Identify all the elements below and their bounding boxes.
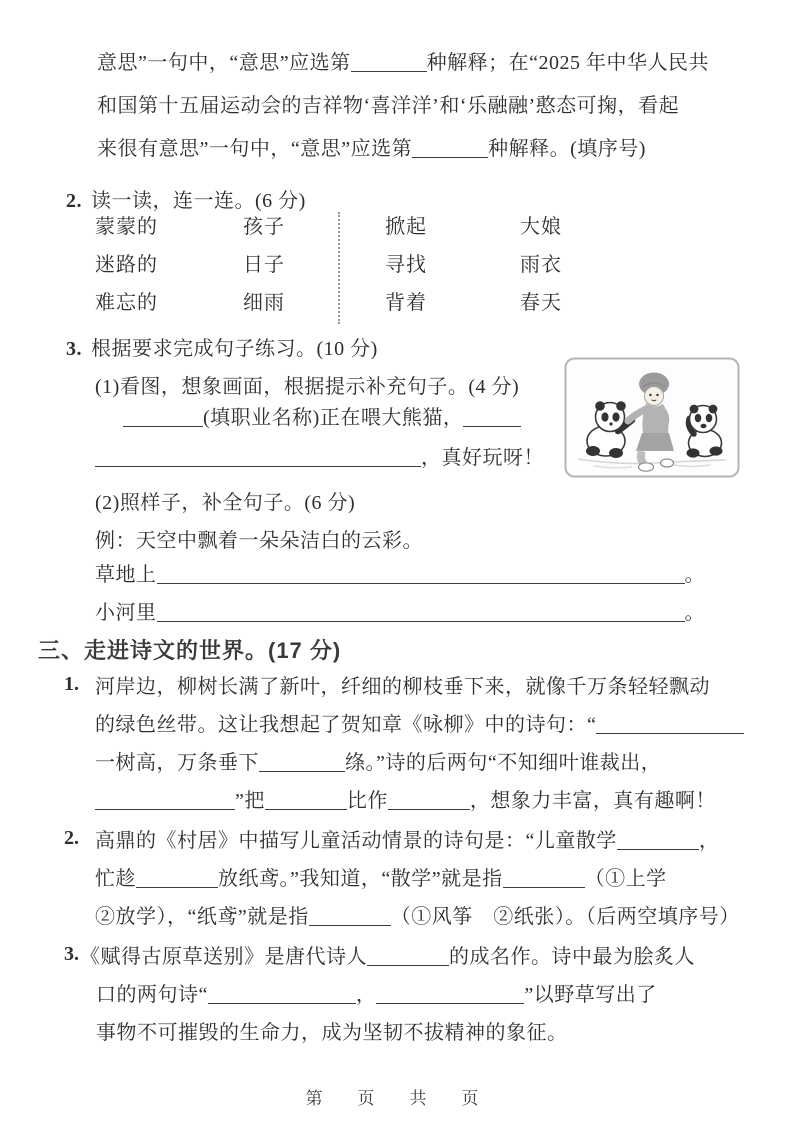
fill-blank [388,794,470,810]
text-segment: 和国第十五届运动会的吉祥物‘喜洋洋’和‘乐融融’憨态可掬，看起 [97,95,680,117]
text-segment: 河岸边，柳树长满了新叶，纤细的柳枝垂下来，就像千万条轻轻飘动 [95,676,710,698]
text-segment: 。 [684,564,705,586]
text-segment: （①风筝 ②纸张）。（后两空填序号） [390,906,740,928]
question3-number: 3. [66,338,82,360]
text-segment: 。 [684,602,705,624]
text-line [95,782,744,820]
text-line [97,128,709,171]
indent-spacer [95,423,123,424]
text-segment: 小河里 [95,602,157,624]
match-column-verbs [385,208,427,322]
fill-blank [157,606,685,622]
section3-q3-lines [80,938,695,1052]
text-line [95,744,744,782]
fill-blank [463,411,521,427]
fill-blank [136,872,218,888]
text-segment: 的成名作。诗中最为脍炙人 [449,946,695,968]
text-line [95,898,740,936]
fill-blank [123,411,203,427]
fill-blank [265,794,347,810]
fill-blank [376,988,524,1004]
text-segment: 事物不可摧毁的生命力，成为坚韧不拔精神的象征。 [96,1022,568,1044]
fill-blank [617,834,699,850]
text-segment: 忙趁 [95,868,136,890]
text-segment: 的绿色丝带。这让我想起了贺知章《咏柳》中的诗句：“ [95,714,597,736]
fill-blank [596,718,744,734]
text-segment: 绦。”诗的后两句“不知细叶谁裁出， [345,752,662,774]
match-word: 细雨 [243,292,285,314]
text-line [95,668,744,706]
text-segment: ，真好玩呀！ [421,447,544,469]
question3-part2-example: 例：天空中飘着一朵朵洁白的云彩。 [95,530,423,552]
question3-title: 根据要求完成句子练习。(10 分) [91,338,378,360]
section3-q3 [80,938,695,1052]
section3-q1-number: 1. [64,673,79,695]
indent-spacer [80,1000,96,1001]
fill-blank [95,794,235,810]
text-line [95,706,744,744]
fill-blank [309,910,391,926]
indent-spacer [80,1038,96,1039]
section3-q2 [95,822,740,936]
fill-blank [157,568,685,584]
text-segment: ，想象力丰富，真有趣啊！ [469,790,716,812]
match-word: 难忘的 [95,292,158,314]
text-line [95,822,740,860]
question2-title: 读一读，连一连。(6 分) [91,190,306,212]
text-segment: 放纸鸢。”我知道，“散学”就是指 [218,868,503,890]
text-segment: 口的两句诗“ [96,984,208,1006]
question3-part1-lines [95,398,544,478]
text-line [95,860,740,898]
text-segment: 种解释。(填序号) [488,138,646,160]
match-column-nouns [243,208,285,322]
text-segment: ， [355,984,377,1006]
match-word: 大娘 [520,216,562,238]
match-word: 孩子 [243,216,285,238]
question3-part2-label: (2)照样子，补全句子。(6 分) [95,492,356,514]
match-word: 日子 [243,254,285,276]
text-line [95,398,544,438]
text-segment: 草地上 [95,564,157,586]
fill-blank [95,451,421,467]
section3-header: 三、走进诗文的世界。(17 分) [38,638,342,663]
match-divider-line [338,212,340,324]
text-segment: 种解释；在“2025 年中华人民共 [426,52,710,74]
section3-q1 [95,668,744,820]
question1-continuation [97,42,709,171]
fill-blank [412,142,488,158]
text-segment: 《赋得古原草送别》是唐代诗人 [80,946,367,968]
section3-q3-number: 3. [64,943,79,965]
text-line [80,976,695,1014]
match-word: 寻找 [385,254,427,276]
question2-number: 2. [66,190,82,212]
text-line [97,85,709,128]
match-word: 掀起 [385,216,427,238]
match-word: 迷路的 [95,254,158,276]
caretaker-feeding-pandas-illustration [564,357,740,478]
match-word: 蒙蒙的 [95,216,158,238]
text-segment: （①上学 [584,868,667,890]
question3-part1-label: (1)看图，想象画面，根据提示补充句子。(4 分) [95,376,520,398]
section3-q1-lines [95,668,744,820]
text-segment: ， [698,830,720,852]
text-line [80,938,695,976]
text-line [95,556,705,594]
section3-q2-number: 2. [64,827,79,849]
text-segment: 意思”一句中，“意思”应选第 [97,52,351,74]
match-word: 雨衣 [520,254,562,276]
text-segment: ”以野草写出了 [524,984,657,1006]
question3-header [66,332,378,361]
match-word: 春天 [520,292,562,314]
text-segment: 来很有意思”一句中，“意思”应选第 [97,138,413,160]
question1-continuation-lines [97,42,709,171]
text-segment: 高鼎的《村居》中描写儿童活动情景的诗句是：“儿童散学 [95,830,617,852]
fill-blank [259,756,345,772]
question3-part2-blanks [95,556,705,632]
match-word: 背着 [385,292,427,314]
question3-part1-blanks [95,398,544,478]
fill-blank [351,56,427,72]
text-segment: ”把 [235,790,265,812]
question3-part2-lines [95,556,705,632]
text-line [80,1014,695,1052]
text-line [95,594,705,632]
fill-blank [367,950,449,966]
text-segment: 比作 [346,790,388,812]
text-line [95,438,544,478]
text-line [97,42,709,85]
text-segment: 一树高，万条垂下 [95,752,259,774]
section3-q2-lines [95,822,740,936]
text-segment: ②放学），“纸鸢”就是指 [95,906,309,928]
page-footer: 第 页 共 页 [305,1089,488,1108]
text-segment: (填职业名称)正在喂大熊猫， [203,407,464,429]
match-column-modifiers [95,208,158,322]
fill-blank [503,872,585,888]
match-column-objects [520,208,562,322]
fill-blank [208,988,356,1004]
